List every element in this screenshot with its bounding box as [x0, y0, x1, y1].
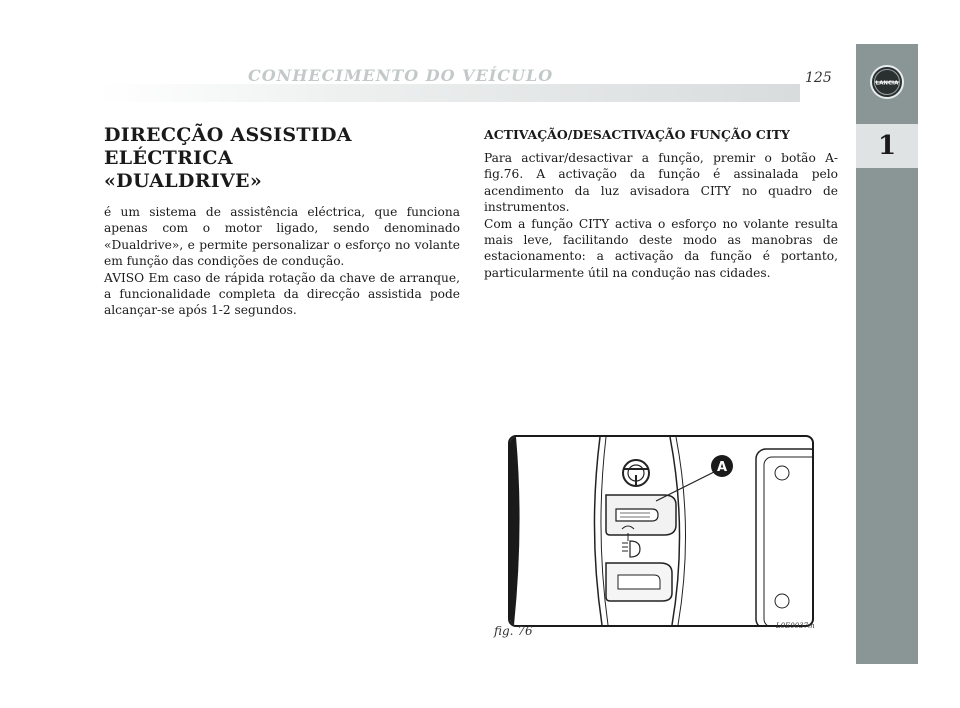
subsection-title: ACTIVAÇÃO/DESACTIVAÇÃO FUNÇÃO CITY — [484, 127, 790, 142]
page-number: 125 — [805, 70, 832, 86]
left-column — [104, 124, 460, 319]
callout-a — [711, 455, 733, 477]
callout-label: A — [716, 460, 728, 475]
paragraph-city-function: Com a função CITY activa o esforço no volante resulta mais leve, facilitando deste modo as manobras de estacionamento: a activação da função é portanto, particularmente útil na condução nas cidades. — [484, 216, 838, 280]
paragraph-activation: Para activar/desactivar a função, premir o botão A-fig.76. A activação da função é assinalada pelo acendimento da luz avisadora CITY no quadro de instrumentos. — [484, 151, 838, 215]
callout-line — [656, 471, 716, 501]
section-tab[interactable] — [856, 124, 918, 168]
right-column — [484, 124, 838, 281]
section-number: 1 — [877, 131, 897, 161]
logo-text: LANCIA — [875, 80, 899, 87]
section-title-line2: «DUALDRIVE» — [104, 170, 262, 192]
section-title-line1: DIRECÇÃO ASSISTIDA ELÉCTRICA — [104, 124, 352, 169]
right-body-text — [484, 150, 838, 281]
section-title — [104, 124, 460, 193]
dashboard-illustration — [510, 437, 812, 625]
header-band — [100, 84, 800, 102]
city-button[interactable] — [606, 495, 676, 535]
paragraph-warning: AVISO Em caso de rápida rotação da chave de arranque, a funcionalidade completa da direcção assistida pode alcançar-se após 1-2 segundos. — [104, 270, 460, 318]
paragraph-description: é um sistema de assistência eléctrica, que funciona apenas com o motor ligado, sendo denominado «Dualdrive», e permite personalizar o esforço no volante em função das condições de condução. — [104, 205, 460, 269]
running-head: CONHECIMENTO DO VEÍCULO — [248, 66, 554, 85]
figure-76 — [508, 435, 814, 627]
lower-control — [606, 563, 672, 601]
steering-wheel-icon — [623, 460, 649, 486]
figure-code: L0E0037m — [776, 622, 815, 630]
left-body-text — [104, 204, 460, 319]
figure-caption: fig. 76 — [494, 624, 533, 638]
lancia-logo-icon — [869, 64, 905, 100]
